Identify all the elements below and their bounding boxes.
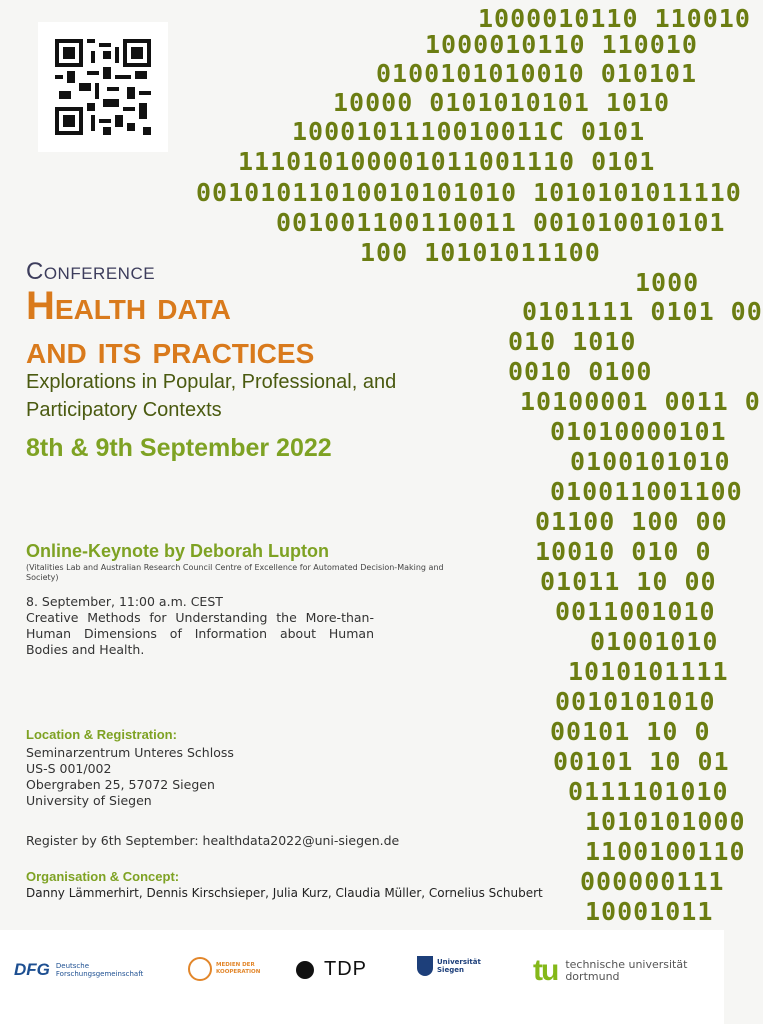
dfg-text: Deutsche Forschungsgemeinschaft <box>55 962 144 978</box>
binary-line: 1000 <box>635 268 700 297</box>
binary-line: 1100100110 <box>585 837 746 866</box>
tu-dortmund-logo[interactable] <box>533 954 695 988</box>
binary-line: 010 1010 <box>508 327 637 356</box>
keynote-heading: Online-Keynote by Deborah Lupton <box>26 541 330 561</box>
binary-line: 0100101010010 010101 <box>376 59 698 88</box>
medien-der-kooperation-logo[interactable] <box>188 957 261 981</box>
organisation-heading: Organisation & Concept: <box>26 869 180 884</box>
tdp-text: TDP <box>324 958 367 980</box>
page-title <box>26 284 314 372</box>
binary-line: 10000 0101010101 1010 <box>333 88 671 117</box>
address-line: US-S 001/002 <box>26 761 112 776</box>
medien-text: MEDIEN DER KOOPERATION <box>216 962 261 975</box>
siegen-text: Universität Siegen <box>437 958 481 974</box>
binary-line: 001001100110011 001010010101 <box>276 208 726 237</box>
siegen-shield-icon <box>417 956 433 976</box>
medien-circle-icon <box>188 957 212 981</box>
sponsor-logo-bar <box>0 930 724 1024</box>
binary-line: 0011001010 <box>555 597 716 626</box>
binary-line: 1000010110 110010 <box>478 4 751 33</box>
conference-date: 8th & 9th September 2022 <box>26 434 332 462</box>
keynote-details <box>26 594 374 658</box>
binary-line: 10001011 <box>585 897 714 926</box>
binary-line: 100 10101011100 <box>360 238 601 267</box>
tu-mark: tu <box>533 954 558 987</box>
binary-line: 01001010 <box>590 627 719 656</box>
binary-line: 0101111 0101 00 <box>522 297 763 326</box>
binary-line: 00101 10 0 <box>550 717 711 746</box>
registration-info[interactable]: Register by 6th September: healthdata2022@uni-siegen.de <box>26 833 400 848</box>
binary-line: 1010101000 <box>585 807 746 836</box>
binary-line: 1010101111 <box>568 657 729 686</box>
organisation-names: Danny Lämmerhirt, Dennis Kirschsieper, Julia Kurz, Claudia Müller, Cornelius Schubert <box>26 886 543 900</box>
binary-line: 1000010110 110010 <box>425 30 698 59</box>
keynote-abstract: Creative Methods for Understanding the More-than-Human Dimensions of Information about Human Bodies and Health. <box>26 610 374 657</box>
tdp-dot-icon <box>296 961 314 979</box>
subtitle: Explorations in Popular, Professional, and Participatory Contexts <box>26 371 397 421</box>
address-line: Obergraben 25, 57072 Siegen <box>26 777 215 792</box>
binary-line: 0010 0100 <box>508 357 653 386</box>
location-address <box>26 745 234 809</box>
dfg-mark: DFG <box>14 960 50 979</box>
binary-line: 0111101010 <box>568 777 729 806</box>
binary-line: 00101 10 01 <box>553 747 730 776</box>
binary-line: 01011 10 00 <box>540 567 717 596</box>
tdp-logo[interactable] <box>296 958 367 981</box>
location-heading: Location & Registration: <box>26 727 177 742</box>
qr-code[interactable] <box>38 22 168 152</box>
keynote-time: 8. September, 11:00 a.m. CEST <box>26 594 223 609</box>
title-line-1: Health data <box>26 284 231 328</box>
address-line: University of Siegen <box>26 793 152 808</box>
binary-line: 10010 010 0 <box>535 537 712 566</box>
binary-line: 01010000101 <box>550 417 727 446</box>
binary-line: 0010101010 <box>555 687 716 716</box>
qr-code-icon <box>55 39 151 135</box>
binary-line: 0100101010 <box>570 447 731 476</box>
title-line-2: and its practices <box>26 328 315 372</box>
binary-line: 111010100001011001110 0101 <box>238 147 656 176</box>
binary-line: 010011001100 <box>550 477 743 506</box>
binary-line: 1000101110010011C 0101 <box>292 117 646 146</box>
binary-line: 01100 100 00 <box>535 507 728 536</box>
tu-text: technische universität dortmund <box>565 958 688 983</box>
binary-line: 000000111 <box>580 867 725 896</box>
binary-line: 10100001 0011 0 <box>520 387 761 416</box>
address-line: Seminarzentrum Unteres Schloss <box>26 745 234 760</box>
uni-siegen-logo[interactable] <box>417 956 497 976</box>
conference-label: Conference <box>26 258 156 285</box>
binary-line: 00101011010010101010 1010101011110 <box>196 178 742 207</box>
dfg-logo[interactable] <box>14 960 146 980</box>
keynote-affiliation: (Vitalities Lab and Australian Research Council Centre of Excellence for Automated Decision-Making and Society) <box>26 563 444 582</box>
